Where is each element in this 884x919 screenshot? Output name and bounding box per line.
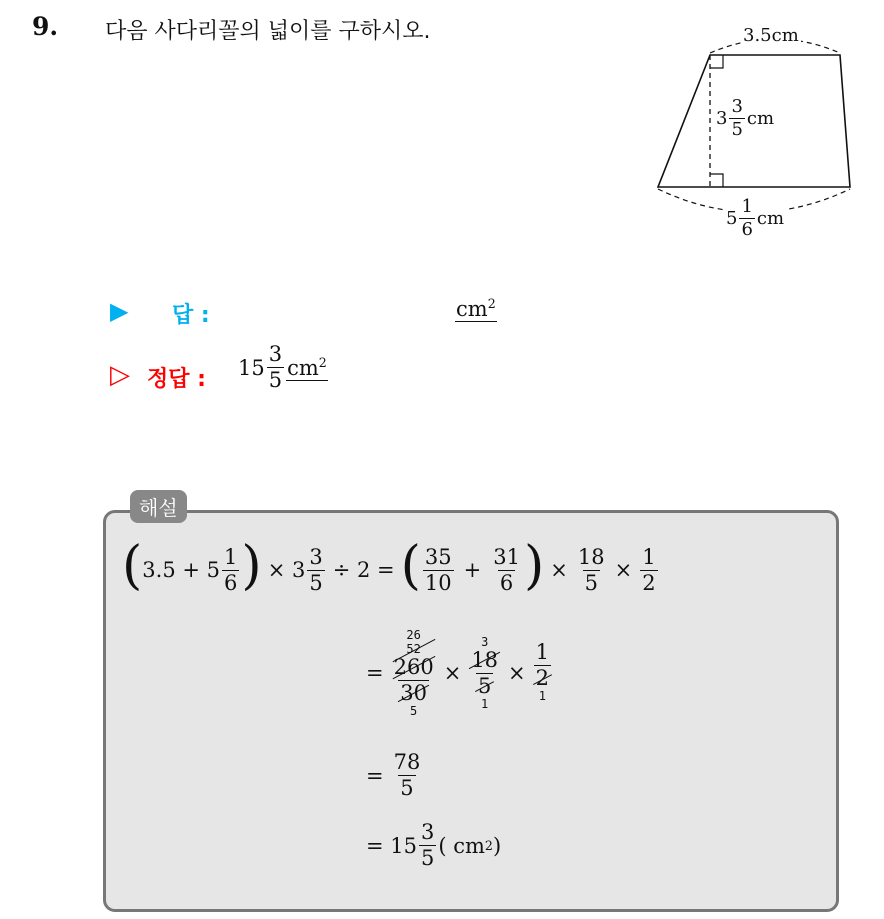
- height-label: [716, 98, 774, 139]
- height-unit: cm: [746, 108, 775, 129]
- answer-marker: ▶: [110, 297, 129, 325]
- bottom-base-label: 5 $\frac{1}{6}$ cm: [726, 196, 785, 240]
- answer-unit: $cm^2$: [456, 296, 496, 321]
- height-fraction: $\frac{3}{5}$: [731, 96, 743, 140]
- correct-marker: ▷: [110, 360, 130, 390]
- solution-line-4: = 15 $\frac{3}{5}$ ( cm 2 ): [366, 820, 502, 870]
- correct-value: 15 $\frac{3}{5}$ $cm^2$: [238, 342, 327, 392]
- top-base-label: 3.5cm: [743, 25, 799, 46]
- problem-text: 다음 사다리꼴의 넓이를 구하시오.: [105, 19, 431, 44]
- solution-line-2: = 26 52 260 30 5 × 3 18 5 1 × 1 2 1: [366, 628, 553, 718]
- problem-number: 9.: [32, 12, 59, 41]
- solution-tag: 해설: [130, 490, 187, 523]
- solution-line-1: ( 3.5 + 5 $\frac{1}{6}$ ) × 3 $\frac{3}{5}$ ÷ 2 = ( $\frac{35}{10}$ + $\frac{31}{6}$ ) × $\frac{18}{5}$ × $\frac{1}{2}$: [122, 536, 656, 596]
- solution-line-3: = $\frac{78}{5}$: [366, 750, 421, 800]
- height-whole: 3: [716, 108, 728, 129]
- answer-label: 답 :: [172, 303, 210, 328]
- correct-label: 정답 :: [147, 367, 206, 392]
